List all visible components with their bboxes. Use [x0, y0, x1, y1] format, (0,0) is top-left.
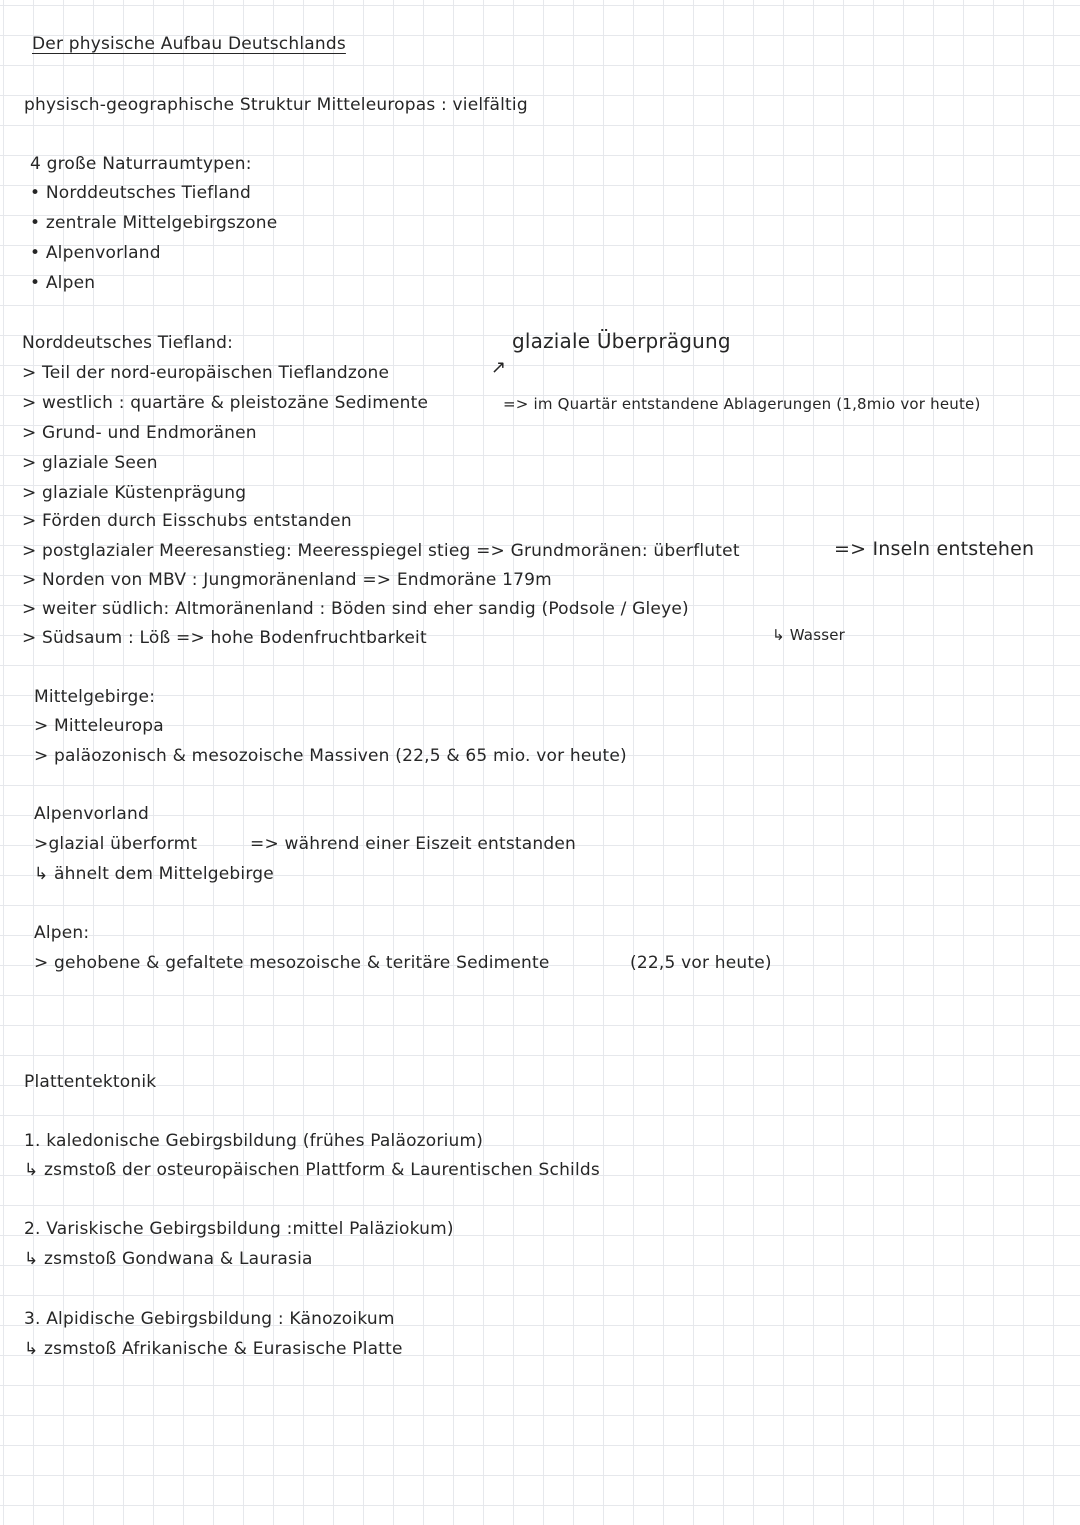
arrow-up-icon: ↗ [491, 357, 507, 378]
tiefland-line: > Norden von MBV : Jungmoränenland => Endmoräne 179m [22, 570, 552, 590]
platten-item-title: 2. Variskische Gebirgsbildung :mittel Paläziokum) [24, 1219, 454, 1239]
tiefland-heading: Norddeutsches Tiefland: [22, 333, 234, 353]
alpen-heading: Alpen: [34, 923, 90, 943]
types-item: • Norddeutsches Tiefland [30, 183, 251, 203]
platten-item-sub: ↳ zsmstoß Gondwana & Laurasia [24, 1249, 313, 1269]
mittelgebirge-heading: Mittelgebirge: [34, 687, 156, 707]
alpenvorland-note: => während einer Eiszeit entstanden [250, 834, 576, 854]
tiefland-line: > glaziale Küstenprägung [22, 483, 247, 503]
tiefland-line: > glaziale Seen [22, 453, 158, 473]
types-item: • Alpen [30, 273, 96, 293]
quartaer-note: => im Quartär entstandene Ablagerungen (1,8mio vor heute) [503, 395, 981, 413]
mittelgebirge-line: > Mitteleuropa [34, 716, 164, 736]
types-item: • zentrale Mittelgebirgszone [30, 213, 278, 233]
types-item: • Alpenvorland [30, 243, 161, 263]
intro-text: physisch-geographische Struktur Mitteleuropas : vielfältig [24, 95, 528, 115]
mittelgebirge-line: > paläozonisch & mesozoische Massiven (22,5 & 65 mio. vor heute) [34, 746, 627, 766]
page-title: Der physische Aufbau Deutschlands [32, 34, 346, 54]
alpen-line: > gehobene & gefaltete mesozoische & teritäre Sedimente [34, 953, 550, 973]
tiefland-line: > Teil der nord-europäischen Tieflandzone [22, 363, 390, 383]
platten-item-sub: ↳ zsmstoß der osteuropäischen Plattform & Laurentischen Schilds [24, 1160, 600, 1180]
platten-item-sub: ↳ zsmstoß Afrikanische & Eurasische Platte [24, 1339, 403, 1359]
alpenvorland-line: ↳ ähnelt dem Mittelgebirge [34, 864, 274, 884]
platten-item-title: 3. Alpidische Gebirgsbildung : Känozoikum [24, 1309, 395, 1329]
tiefland-line: > Förden durch Eisschubs entstanden [22, 511, 352, 531]
glacial-label: glaziale Überprägung [512, 329, 731, 353]
alpenvorland-line: >glazial überformt [34, 834, 198, 854]
wasser-note: ↳ Wasser [772, 626, 846, 644]
platten-item-title: 1. kaledonische Gebirgsbildung (frühes Paläozorium) [24, 1131, 484, 1151]
tiefland-line: > westlich : quartäre & pleistozäne Sedimente [22, 393, 429, 413]
tiefland-line: > postglazialer Meeresanstieg: Meeresspiegel stieg => Grundmoränen: überflutet [22, 541, 740, 561]
tiefland-line: > Grund- und Endmoränen [22, 423, 257, 443]
platten-heading: Plattentektonik [24, 1072, 157, 1092]
tiefland-line: > Südsaum : Löß => hohe Bodenfruchtbarkeit [22, 628, 427, 648]
alpen-note: (22,5 vor heute) [630, 953, 772, 973]
tiefland-line: > weiter südlich: Altmoränenland : Böden sind eher sandig (Podsole / Gleye) [22, 599, 689, 619]
types-heading: 4 große Naturraumtypen: [30, 154, 252, 174]
alpenvorland-heading: Alpenvorland [34, 804, 149, 824]
inseln-note: => Inseln entstehen [834, 538, 1035, 560]
